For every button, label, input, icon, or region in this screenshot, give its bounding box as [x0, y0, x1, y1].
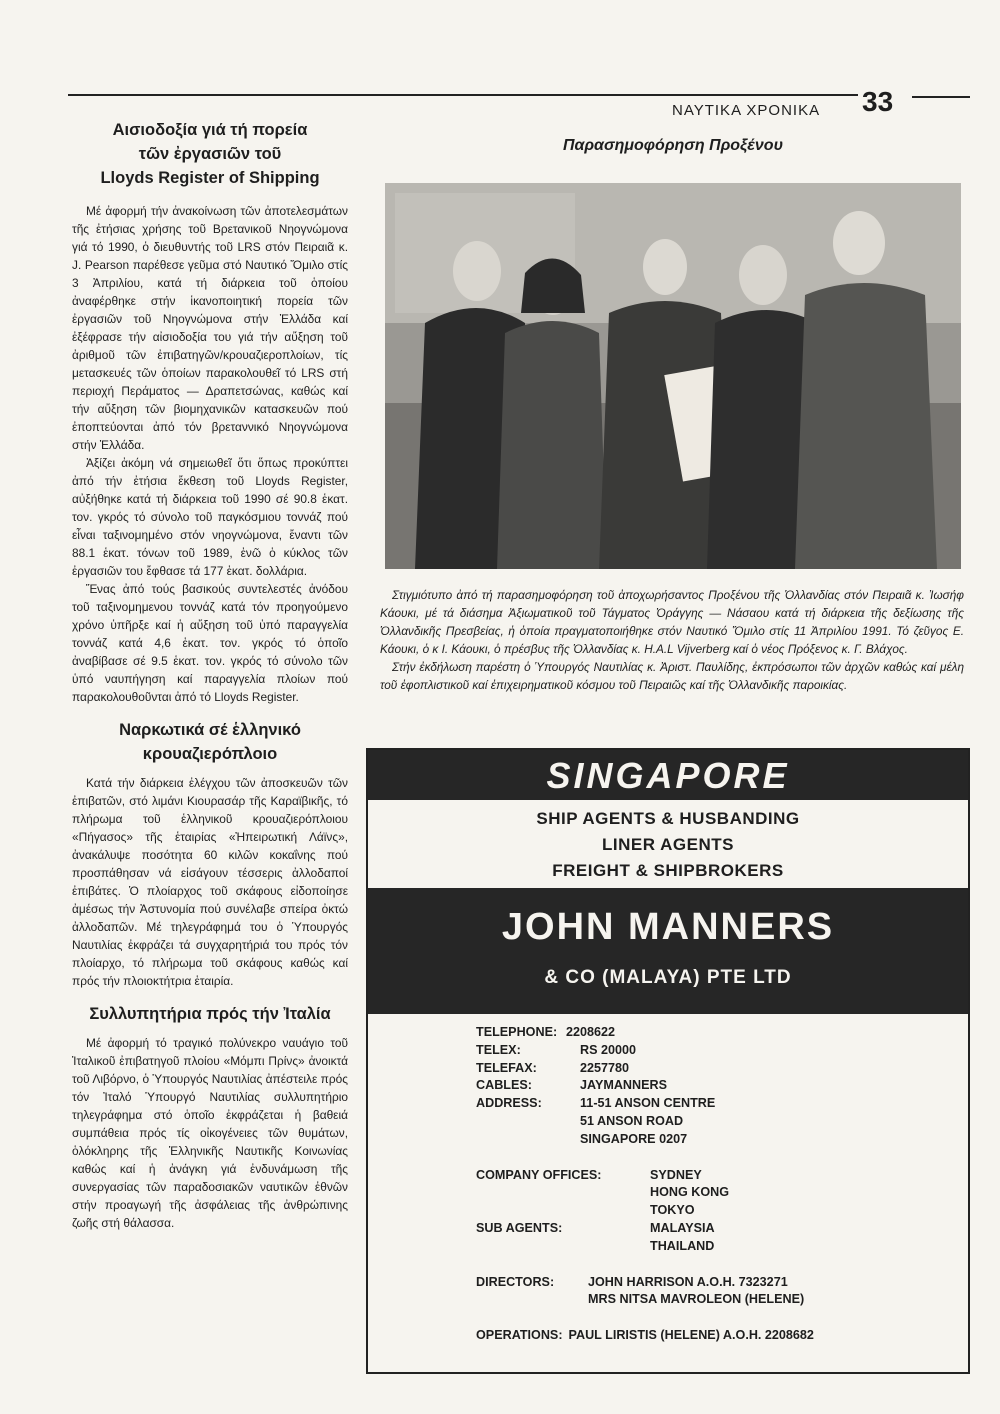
- advert-service-line: SHIP AGENTS & HUSBANDING: [536, 809, 800, 828]
- article1-paragraph: Ἕνας ἀπό τούς βασικούς συντελεστές ἀνόδου τοῦ ταξινομημενου τοννάζ κατά τόν προηγούμενο χρόνο ὑπῆρξε καί ἡ αὔξηση τοῦ ὑπό παραγγελία τοννάζ κατά 4,6 ἑκατ. τον. γκρός τό ὁποῖο ἀναβίβασε σέ 9.5 ἑκατ. τον. γκρός τό σύνολο τῶν ὑπό ναυπήγηση καί παραγγελία πλοίων πού παρακολουθοῦνται ἀπό τό Lloyds Register.: [72, 582, 348, 704]
- photo-section-title: Παρασημοφόρηση Προξένου: [562, 137, 784, 154]
- advert-services: [368, 800, 968, 888]
- telephone-row: TELEPHONE: 2208622: [476, 1025, 616, 1039]
- journal-title: ΝΑΥΤΙΚΑ ΧΡΟΝΙΚΑ: [672, 102, 821, 119]
- left-column: [72, 118, 348, 1232]
- page-number: 33: [862, 86, 894, 117]
- caption-paragraph: Στιγμιότυπο ἀπό τή παρασημοφόρηση τοῦ ἀποχωρήσαντος Προξένου τῆς Ὁλλανδίας στόν Πειραιᾶ κ. Ἰωσήφ Κάουκι, μέ τά διάσημα Ἀξιωματικοῦ τοῦ Τάγματος Ὀράγγης — Νάσαου κατά τή διάρκεια τῆς δεξίωσης τῆς Ὁλλανδικῆς Πρεσβείας, ἡ ὁποία πραγματοποιήθηκε στόν Ναυτικό Ὅμιλο στίς 11 Ἀπριλίου 1991. Τό ζεῦγος Ε. Κάουκι, ὁ κ Ι. Κάουκι, ὁ πρέσβυς τῆς Ὁλλανδίας κ. H.A.L Vijverberg καί ὁ νέος Πρόξενος κ. Γ. Βλάχος.: [380, 588, 964, 656]
- photo-caption: [380, 586, 964, 694]
- article2-paragraph: Κατά τήν διάρκεια ἐλέγχου τῶν ἀποσκευῶν τῶν ἐπιβατῶν, στό λιμάνι Κιουρασάρ τῆς Καραϊβικῆς, τό πλήρωμα τοῦ ἑλληνικοῦ κρουαζιερόπλοιου «Πήγασος» τῆς ἑταιρίας «Ἠπειρωτική Λάϊνς», ἀνακάλυψε ποσότητα 60 κιλῶν κοκαΐνης πού προσπάθησαν νά εἰσάγουν τέσσερις ἀλλοδαποί ἐπιβάτες. Ὁ πλοίαρχος τοῦ σκάφους εἰδοποίησε ἀμέσως τήν Ἀστυνομία πού συνέλαβε σπείρα ὀκτώ ἀλλοδαπῶν. Μέ τηλεγράφημά του ὁ Ὑπουργός Ναυτιλίας ἐκφράζει τά συγχαρητήριά του πρός τόν πλοίαρχο, τό πλήρωμα τοῦ σκάφους καθώς καί πρός τήν πλοιοκτήτρια ἑταιρία.: [72, 776, 348, 988]
- operations-row: OPERATIONS: PAUL LIRISTIS (HELENE) A.O.H. 2208682: [476, 1328, 814, 1343]
- subagents-row: SUB AGENTS: MALAYSIA: [476, 1220, 715, 1235]
- article2-headline: Ναρκωτικά σέ ἑλληνικό κρουαζιερόπλοιο: [119, 721, 301, 763]
- advert-company-suffix: & CO (MALAYA) PTE LTD: [544, 967, 792, 988]
- director-line: MRS NITSA MAVROLEON (HELENE): [588, 1292, 805, 1307]
- advert-service-line: LINER AGENTS: [602, 835, 734, 854]
- header-rule-right: [912, 96, 970, 98]
- subagent-line: THAILAND: [650, 1238, 715, 1253]
- office-line: HONG KONG: [650, 1185, 730, 1200]
- advert-service-line: FREIGHT & SHIPBROKERS: [552, 861, 784, 880]
- directors-row: DIRECTORS: JOHN HARRISON A.O.H. 7323271: [476, 1274, 788, 1289]
- telex-row: TELEX: RS 20000: [476, 1042, 637, 1057]
- telefax-row: TELEFAX: 2257780: [476, 1060, 630, 1075]
- ceremony-photo: [385, 183, 961, 569]
- spacer: [476, 1149, 814, 1167]
- article3-paragraph: Μέ ἀφορμή τό τραγικό πολύνεκρο ναυάγιο τοῦ Ἰταλικοῦ ἐπιβατηγοῦ πλοίου «Μόμπι Πρίνς» ἀνοικτά τοῦ Λιβόρνο, ὁ Ὑπουργός Ναυτιλίας ἀπέστειλε πρός τόν Ἰταλό Ὑπουργό Ναυτιλίας συλλυπητήριο τηλεγράφημα στό ὁποῖο ἐκφράζεται ἡ βαθειά συμπάθεια πρός τίς οἰκογένειες τῶν θυμάτων, ὁλόκληρης τῆς Ἑλληνικῆς Ναυτικῆς Κοινωνίας καθώς καί ἡ ἀνάγκη γιά ἐνδυνάμωση τῆς συνεργασίας τῶν παραδοσιακῶν ναυτικῶν ἐθνῶν στήν προαγωγή τῆς ἀσφάλειας τῆς ἀνθρώπινης ζωῆς στή θάλασσα.: [72, 1036, 348, 1230]
- article1-paragraph: Ἀξίζει ἀκόμη νά σημειωθεῖ ὅτι ὅπως προκύπτει ἀπό τήν ἐτήσια ἔκθεση τοῦ Lloyds Register, αὐξήθηκε κατά τή διάρκεια τοῦ 1990 σέ 90.8 ἑκατ. τον. γκρός τό σύνολο τοῦ παγκόσμιου τοννάζ πού εἶναι ταξινομημένο στόν νηογνώμονα, ἔναντι τῶν 88.1 ἑκατ. τόνων τοῦ 1989, ἐνῶ ὁ κύκλος τῶν ἐργασιῶν του ἔφθασε τά 177 ἑκατ. δολλάρια.: [72, 456, 348, 578]
- advert-company-name: JOHN MANNERS: [501, 906, 835, 948]
- article3-headline: Συλλυπητήρια πρός τήν Ἰταλία: [89, 1005, 331, 1023]
- cables-row: CABLES: JAYMANNERS: [476, 1078, 668, 1093]
- spacer: [476, 1256, 814, 1274]
- article1-headline: Αισιοδοξία γιά τή πορεία τῶν ἐργασιῶν τοῦ Lloyds Register of Shipping: [100, 121, 320, 187]
- office-line: TOKYO: [650, 1203, 695, 1218]
- john-manners-advert: [366, 748, 970, 1374]
- ceremony-photo-illustration: [385, 183, 961, 569]
- advert-contacts: [476, 1024, 814, 1345]
- address-line: 51 ANSON ROAD: [580, 1113, 684, 1128]
- advert-company-band: [368, 888, 968, 1014]
- article3-body: [72, 1034, 348, 1232]
- article1-body: [72, 202, 348, 706]
- spacer: [476, 1309, 814, 1327]
- article2-body: [72, 774, 348, 990]
- header-rule-left: [68, 94, 858, 96]
- offices-row: COMPANY OFFICES: SYDNEY: [476, 1167, 702, 1182]
- caption-paragraph: Στήν ἐκδήλωση παρέστη ὁ Ὑπουργός Ναυτιλίας κ. Ἀριστ. Παυλίδης, ἐκπρόσωποι τῶν ἀρχῶν καθώς καί μέλη τοῦ ἐφοπλιστικοῦ καί ἐπιχειρηματικοῦ κόσμου τοῦ Πειραιῶς καί τῆς Ὁλλανδικῆς παροικίας.: [380, 660, 964, 692]
- article1-paragraph: Μέ ἀφορμή τήν ἀνακοίνωση τῶν ἀποτελεσμάτων τῆς ἐτήσιας χρήσης τοῦ Βρετανικοῦ Νηογνώμονα γιά τό 1990, ὁ διευθυντής τοῦ LRS στόν Πειραιᾶ κ. J. Pearson παρέθεσε γεῦμα στό Ναυτικό Ὅμιλο στίς 3 Ἀπριλίου, κατά τή διάρκεια τοῦ ὁποίου ἀναφέρθηκε στήν ἱκανοποιητική πορεία τῶν ἐργασιῶν τοῦ Νηογνώμονα στήν Ἑλλάδα καί ἐξέφρασε τήν αἰσιοδοξία του γιά τήν αὔξηση τοῦ ἀριθμοῦ τῶν ἐπιβατηγῶν/κρουαζιεροπλοίων, τίς μετασκευές τῶν ὁποίων παρακολουθεῖ τό LRS στή περιοχή Περάματος — Δραπετσώνας, καθώς καί τήν αὔξηση τῶν βιομηχανικῶν κατασκευῶν πού ἐποπτεύονται ἀπό τόν βρεταννικό Νηογνώμονα στήν Ἑλλάδα.: [72, 204, 348, 452]
- address-line: SINGAPORE 0207: [580, 1131, 688, 1146]
- address-row: ADDRESS: 11-51 ANSON CENTRE: [476, 1096, 716, 1111]
- advert-city-band: SINGAPORE: [368, 750, 968, 800]
